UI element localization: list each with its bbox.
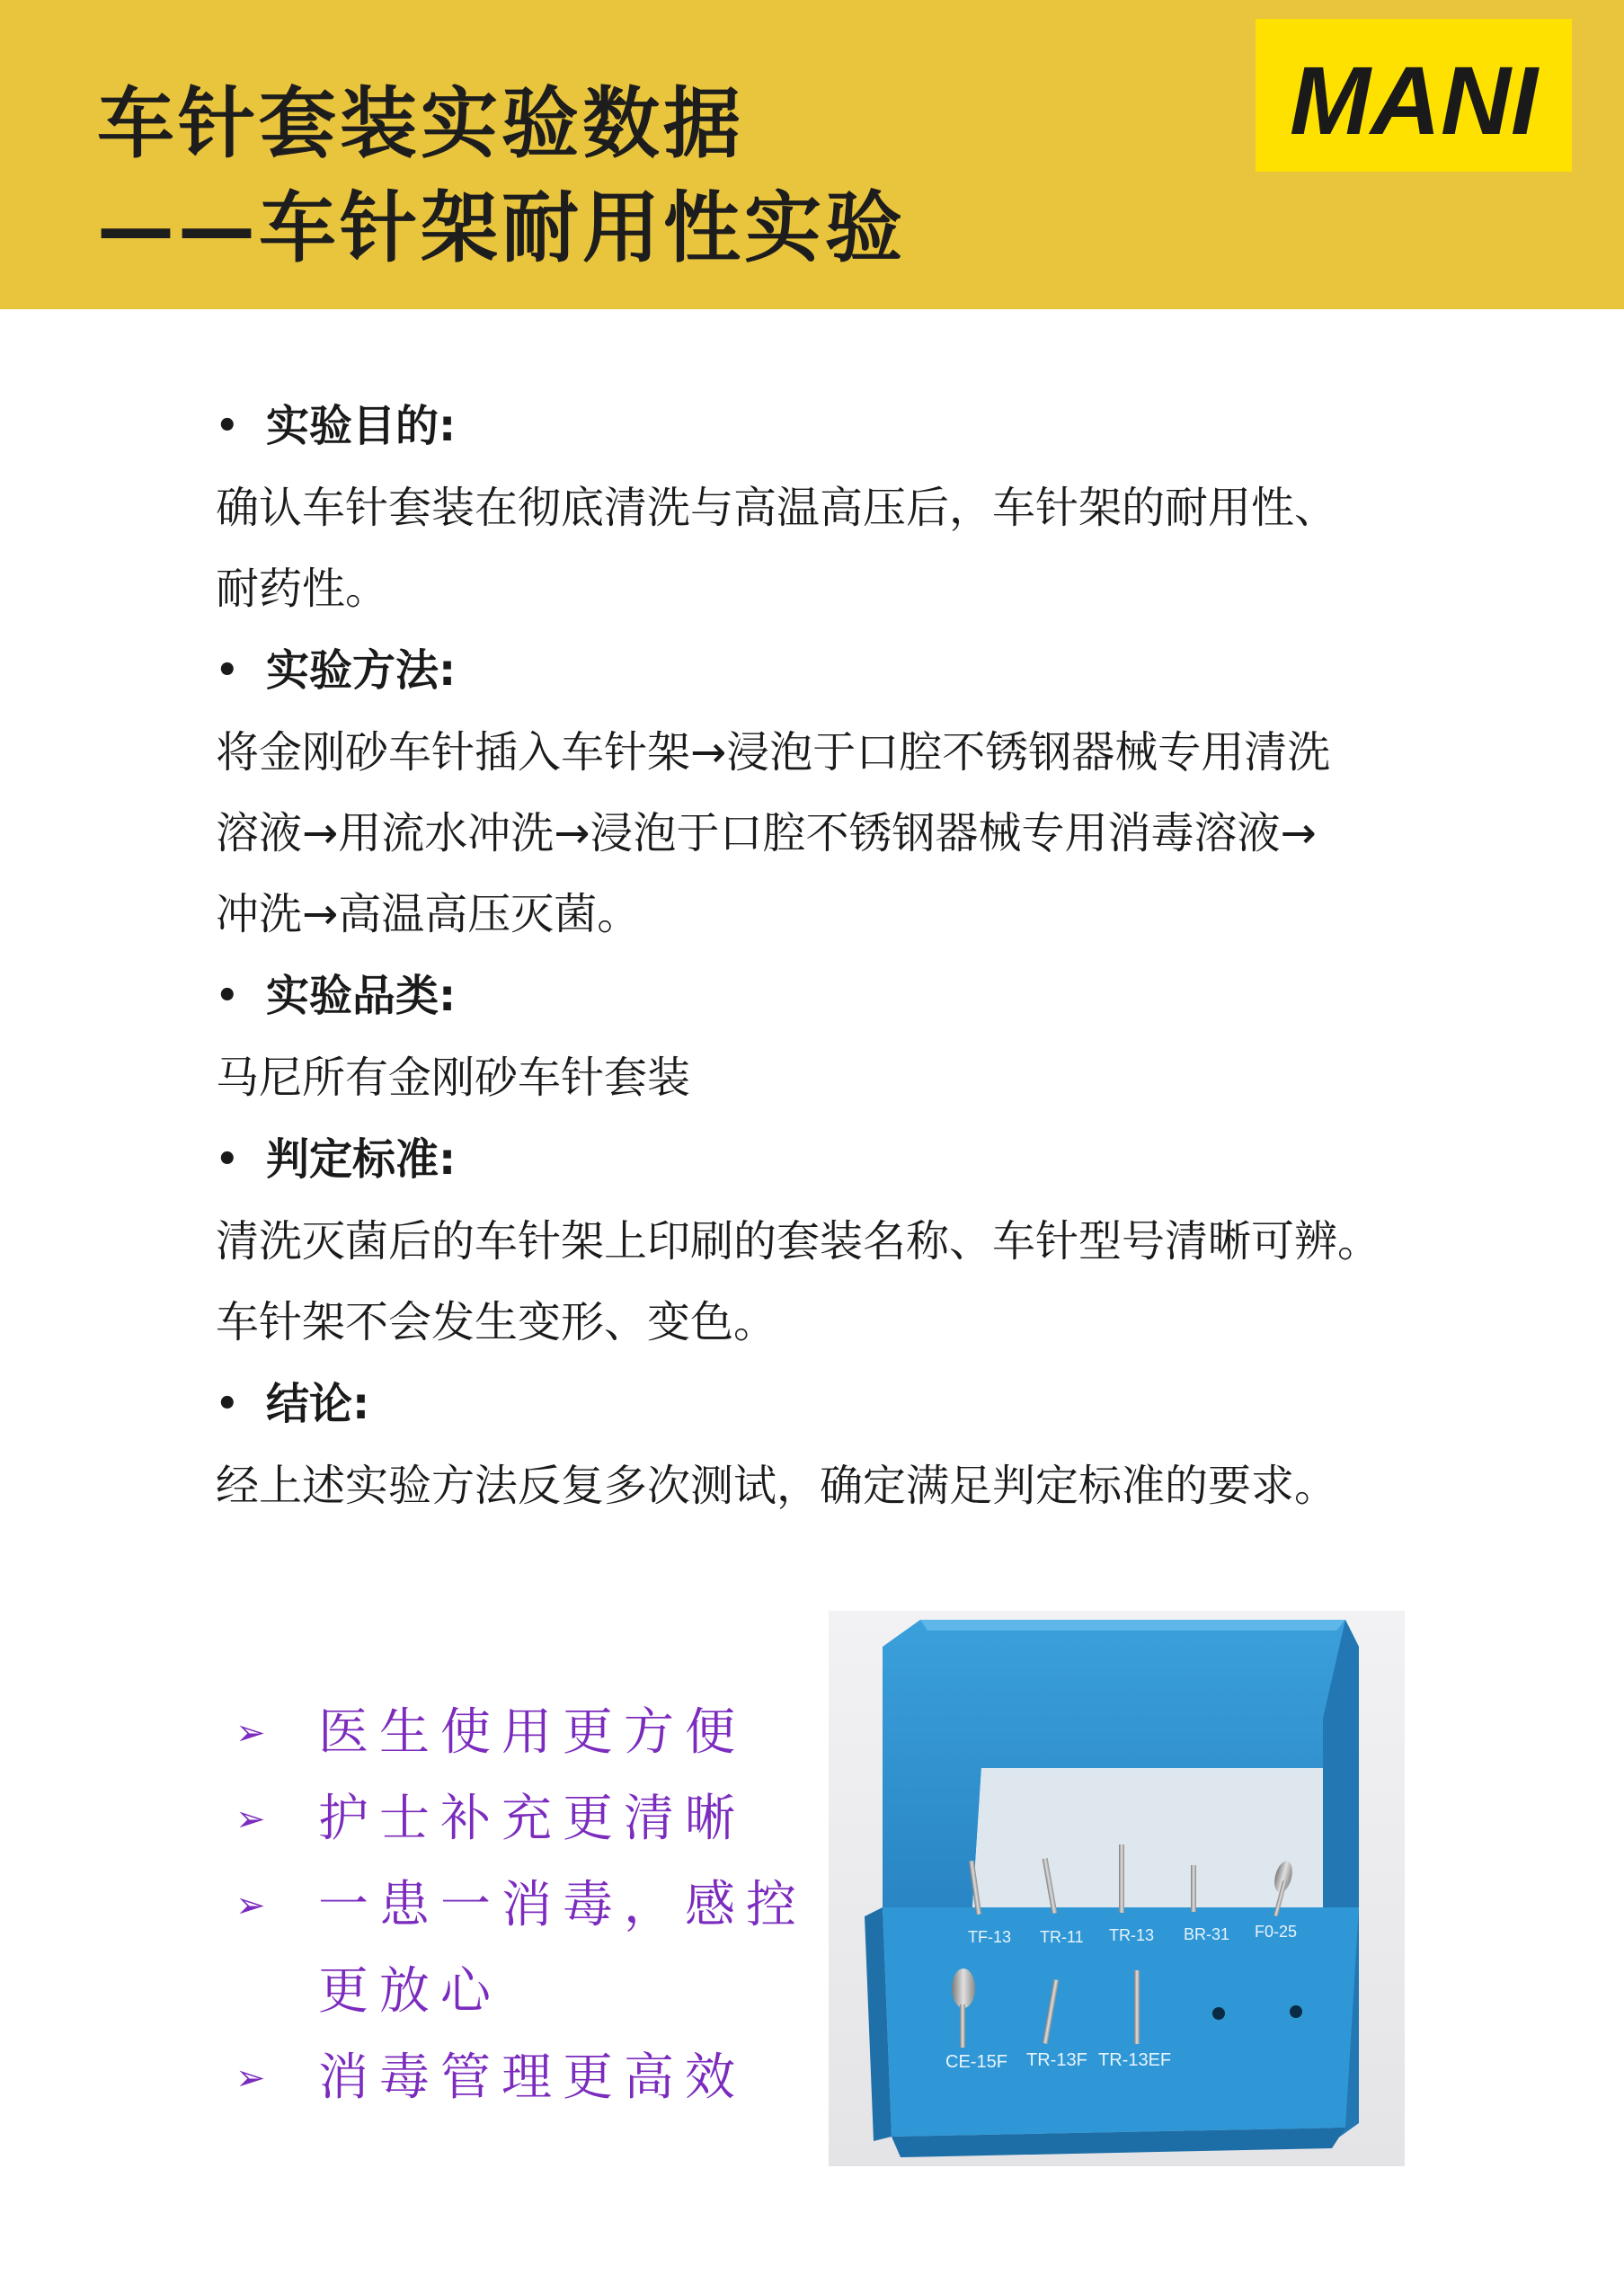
bur-label: TR-11 — [1040, 1928, 1084, 1946]
benefit-item — [235, 2035, 811, 2121]
header-banner — [0, 0, 1624, 309]
section-text-line: 冲洗→高温高压灭菌。 — [216, 889, 641, 939]
section-method — [216, 629, 1474, 955]
bur-label: TR-13 — [1109, 1926, 1155, 1944]
bullet-icon: • — [216, 405, 239, 447]
benefit-item — [235, 1776, 811, 1862]
arrow-bullet-icon: ➢ — [235, 1799, 266, 1840]
bullet-icon: • — [216, 1139, 239, 1180]
heading-text: 实验目的: — [266, 401, 457, 451]
heading-text: 判定标准: — [266, 1134, 457, 1185]
page-title — [97, 72, 906, 280]
bullet-icon: • — [216, 650, 239, 691]
heading-text: 实验方法: — [266, 645, 457, 696]
bur-label: F0-25 — [1255, 1923, 1298, 1941]
title-line-2: ——车针架耐用性实验 — [97, 183, 906, 273]
benefit-text: 医生使用更方便 — [318, 1703, 746, 1762]
section-text-line: 清洗灭菌后的车针架上印刷的套装名称、车针型号清晰可辨。 — [216, 1216, 1381, 1266]
section-text-line: 经上述实验方法反复多次测试，确定满足判定标准的要求。 — [216, 1461, 1338, 1511]
bur-stand-illustration — [829, 1611, 1405, 2166]
benefit-text-continued: 更放心 — [318, 1962, 501, 2021]
section-text-line: 耐药性。 — [216, 564, 389, 614]
section-purpose — [216, 385, 1474, 629]
bur-label: CE-15F — [945, 2052, 1007, 2072]
experiment-description — [216, 385, 1474, 1526]
bur-stand-photo — [829, 1611, 1405, 2166]
mani-logo — [1256, 19, 1572, 172]
heading-text: 结论: — [266, 1379, 370, 1429]
section-text-line: 车针架不会发生变形、变色。 — [216, 1297, 777, 1347]
section-text-line: 将金刚砂车针插入车针架→浸泡于口腔不锈钢器械专用清洗 — [216, 727, 1331, 778]
benefit-text: 护士补充更清晰 — [318, 1790, 746, 1848]
mani-logo-mark — [1256, 19, 1572, 172]
section-heading — [216, 629, 1474, 712]
bullet-icon: • — [216, 1383, 239, 1425]
bur-label: TR-13EF — [1098, 2050, 1172, 2070]
benefit-text: 一患一消毒，感控 — [318, 1876, 807, 1934]
bur-label: BR-31 — [1184, 1925, 1230, 1943]
title-line-1: 车针套装实验数据 — [97, 79, 744, 169]
arrow-bullet-icon: ➢ — [235, 1712, 266, 1754]
benefits-list — [235, 1690, 811, 2121]
benefit-text: 消毒管理更高效 — [318, 2049, 746, 2107]
section-heading — [216, 385, 1474, 467]
arrow-bullet-icon: ➢ — [235, 1885, 266, 1926]
section-text-line: 马尼所有金刚砂车针套装 — [216, 1053, 691, 1103]
bur-label: TF-13 — [968, 1928, 1012, 1946]
benefit-item — [235, 1690, 811, 1776]
section-category — [216, 955, 1474, 1118]
bullet-icon: • — [216, 975, 239, 1017]
section-heading — [216, 1363, 1474, 1445]
section-text-line: 确认车针套装在彻底清洗与高温高压后，车针架的耐用性、 — [216, 483, 1338, 533]
section-heading — [216, 955, 1474, 1037]
bur-label: TR-13F — [1026, 2050, 1087, 2070]
heading-text: 实验品类: — [266, 971, 457, 1021]
section-heading — [216, 1118, 1474, 1201]
section-conclusion — [216, 1363, 1474, 1526]
section-criteria — [216, 1118, 1474, 1363]
section-text-line: 溶液→用流水冲洗→浸泡于口腔不锈钢器械专用消毒溶液→ — [216, 808, 1317, 858]
logo-text: MANI — [1290, 46, 1538, 155]
arrow-bullet-icon: ➢ — [235, 2057, 266, 2099]
benefit-item — [235, 1862, 811, 2035]
